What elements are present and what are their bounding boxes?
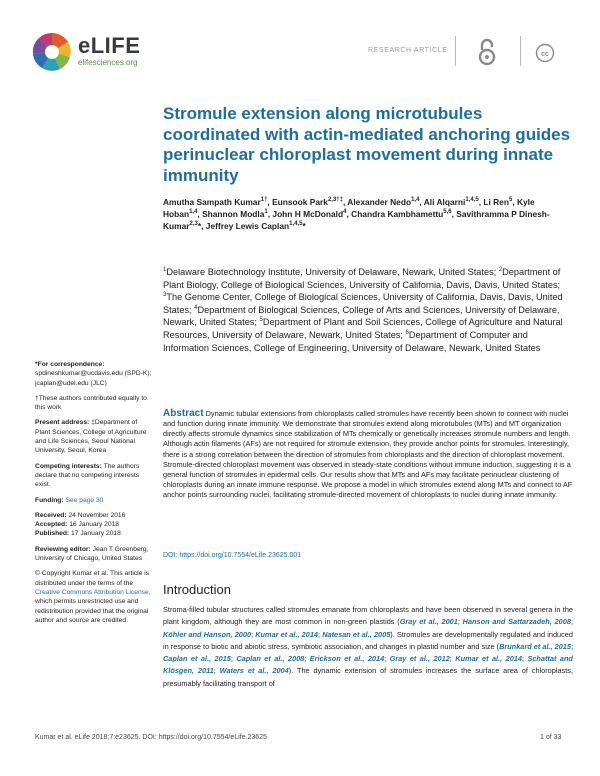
intro-text-segment: ;	[521, 654, 528, 664]
article-type: RESEARCH ARTICLE	[368, 47, 448, 54]
author-affiliation-marker: 2,3†‡	[327, 197, 343, 204]
author-name[interactable]: Savithramma P Dinesh-Kumar	[163, 209, 550, 231]
citation-link[interactable]: Caplan et al., 2008	[236, 654, 305, 664]
competing-interests-label: Competing interests:	[35, 462, 102, 470]
affiliation-number: 2	[498, 266, 503, 273]
author-name[interactable]: Shannon Modla	[202, 209, 265, 219]
author-separator: ,	[267, 209, 273, 219]
intro-text-segment: ;	[304, 654, 310, 664]
svg-text:cc: cc	[541, 51, 549, 58]
brand-url[interactable]: elifesciences.org	[78, 58, 138, 67]
author-separator: ,	[419, 197, 424, 207]
reviewing-editor-text: Jean T Greenberg, University of Chicago, United States	[35, 545, 149, 563]
reviewing-editor-label: Reviewing editor:	[35, 545, 91, 553]
author-affiliation-marker: 1,4,5	[289, 221, 303, 228]
author-separator: ,	[267, 197, 273, 207]
present-address-label: Present address:	[35, 419, 90, 427]
funding-block	[35, 496, 153, 505]
published-date: 17 January 2018	[69, 530, 121, 538]
header-divider	[455, 36, 456, 66]
author-name[interactable]: Amutha Sampath Kumar	[163, 197, 261, 207]
author-separator: ,	[478, 197, 484, 207]
received-date: 24 November 2016	[66, 511, 126, 519]
affiliation-number: 3	[163, 292, 167, 299]
correspondence-label: *For correspondence:	[35, 361, 105, 368]
author-name[interactable]: Kyle Hoban	[163, 197, 535, 219]
elife-logo-icon[interactable]	[30, 30, 74, 74]
abstract-text: Dynamic tubular extensions from chloroplasts called stromules have recently been shown to connect with nuclei and function during innate immunity. We demonstrate that stromules extend along microtubules (MTs) and MT organization directly affects stromule dynamics since stabilization of MTs chemically or genetically increases stromule numbers and length. Although actin filaments (AFs) are not required for stromule extension, they provide anchor points for stromules. Interestingly, there is a strong correlation between the direction of stromules from chloroplasts and the direction of chloroplast movement. Stromule-directed chloroplast movement was observed in steady-state conditions without immune induction, suggesting it is a general function of stromules in epidermal cells. Our results show that MTs and AFs may facilitate perinuclear clustering of chloroplasts during an innate immune response. We propose a model in which stromules extend along MTs and connect to AF anchor points surrounding nuclei, facilitating stromule-directed movement of chloroplasts to nuclei during innate immunity.	[163, 409, 573, 500]
citation-link[interactable]: Natesan et al., 2005	[322, 629, 391, 639]
article-info-sidebar	[35, 360, 153, 631]
open-access-icon[interactable]	[476, 38, 498, 71]
author-separator: *,	[197, 221, 206, 231]
intro-text-segment: ;	[570, 617, 573, 627]
introduction-heading: Introduction	[163, 582, 231, 597]
license-link[interactable]: Creative Commons Attribution License,	[35, 588, 151, 596]
citation-link[interactable]: Brunkard et al., 2015	[499, 641, 571, 651]
competing-interests-block	[35, 462, 153, 490]
reviewing-editor-block	[35, 545, 153, 564]
affiliation-text: Department of Plant Biology, College of Biological Sciences, University of California, Davis, Davis, United States;	[163, 267, 561, 290]
intro-text-segment: ;	[384, 654, 390, 664]
author-name[interactable]: John H McDonald	[272, 209, 344, 219]
author-list	[163, 196, 573, 232]
header-divider	[520, 36, 521, 66]
author-separator: ,	[346, 209, 352, 219]
author-affiliation-marker: 5,6	[443, 209, 452, 216]
author-separator: ,	[512, 197, 517, 207]
affiliation-number: 5	[259, 317, 263, 324]
affiliation-text: Department of Plant and Soil Sciences, College of Agriculture and Natural Resources, University of Delaware, Newark, United States;	[163, 317, 563, 340]
author-affiliation-marker: 1,4	[189, 209, 198, 216]
present-address-block	[35, 418, 153, 455]
article-title: Stromule extension along microtubules coordinated with actin-mediated anchoring guides perinuclear chloroplast movement during innate immunity	[163, 104, 571, 185]
funding-link[interactable]: See page 30	[63, 496, 104, 504]
citation-link[interactable]: Gray et al., 2001	[399, 617, 458, 627]
correspondence-block	[35, 360, 153, 388]
introduction-text	[163, 604, 573, 690]
affiliation-number: 1	[163, 266, 167, 273]
citation-link[interactable]: Köhler and Hanson, 2000	[163, 629, 252, 639]
author-separator: ,	[342, 197, 348, 207]
accepted-date: 16 January 2018	[67, 521, 120, 529]
author-affiliation-marker: 1,4	[411, 197, 420, 204]
affiliation-text: Department of Computer and Information Sciences, College of Engineering, University of Delaware, Newark, United States	[163, 329, 541, 353]
author-affiliation-marker: 2,3	[189, 221, 198, 228]
copyright-text-end: which permits unrestricted use and redistribution provided that the original author and source are credited.	[35, 598, 149, 624]
citation-link[interactable]: Kumar et al., 2014	[455, 654, 522, 664]
intro-text-segment: ;	[251, 629, 256, 639]
affiliation-text: Delaware Biotechnology Institute, University of Delaware, Newark, United States;	[166, 267, 499, 277]
citation-link[interactable]: Caplan et al., 2015	[163, 654, 231, 664]
intro-text-segment: ;	[318, 629, 323, 639]
equal-contribution-note: †These authors contributed equally to this work	[35, 394, 147, 412]
intro-text-segment: ;	[570, 641, 574, 651]
intro-text-segment: Stroma-filled tubular structures called stromules emanate from chloroplasts and have been observed in several genera in the plant kingdom, although they are most common in non-green plastids (	[163, 605, 573, 627]
footer-citation[interactable]: Kumar et al. eLife 2018;7:e23625. DOI: https://doi.org/10.7554/eLife.23625	[35, 734, 267, 741]
author-separator: ,	[451, 209, 457, 219]
affiliation-text: Department of Biological Sciences, College of Arts and Sciences, University of Delaware, Newark, United States;	[163, 304, 560, 328]
author-name[interactable]: Ali Alqarni	[423, 197, 466, 207]
author-name[interactable]: Li Ren	[483, 197, 509, 207]
copyright-text: © Copyright Kumar et al. This article is distributed under the terms of the	[35, 570, 150, 587]
citation-link[interactable]: Kumar et al., 2014	[255, 629, 319, 639]
affiliation-text: The Genome Center, College of Biological Sciences, University of California, Davis, Davis, United States;	[163, 292, 563, 315]
affiliation-number: 4	[194, 304, 198, 311]
author-name[interactable]: Chandra Kambhamettu	[351, 209, 444, 219]
abstract-label: Abstract	[163, 408, 204, 419]
intro-text-segment: ). Stromules are developmentally regulated and induced in response to biotic and abiotic stress, symbiotic association, and changes in plastid number and size (	[163, 629, 573, 651]
author-separator: *	[302, 221, 306, 231]
author-name[interactable]: Jeffrey Lewis Caplan	[205, 221, 290, 231]
author-affiliation-marker: 1†	[260, 197, 268, 204]
author-name[interactable]: Alexander Nedo	[347, 197, 412, 207]
author-affiliation-marker: 4	[343, 209, 347, 216]
accepted-label: Accepted:	[35, 521, 68, 529]
brand-name[interactable]: eLIFE	[78, 33, 141, 58]
dates-block	[35, 511, 153, 539]
citation-link[interactable]: Schattat and Klösgen, 2011	[163, 654, 573, 676]
competing-interests-text: The authors declare that no competing interests exist.	[35, 462, 140, 489]
published-label: Published:	[35, 530, 70, 538]
page-number: 1 of 33	[540, 734, 562, 741]
received-label: Received:	[35, 511, 67, 519]
copyright-block	[35, 569, 153, 625]
affiliations	[163, 266, 573, 354]
creative-commons-icon[interactable]	[535, 43, 555, 68]
author-separator: ,	[197, 209, 203, 219]
author-affiliation-marker: 1	[264, 209, 268, 216]
citation-link[interactable]: Hanson and Sattarzadeh, 2008	[462, 617, 571, 627]
intro-text-segment: ;	[457, 617, 463, 627]
abstract	[163, 409, 573, 500]
citation-link[interactable]: Waters et al., 2004	[219, 666, 289, 676]
abstract-doi-link[interactable]: DOI: https://doi.org/10.7554/eLife.23625.001	[163, 552, 302, 559]
intro-text-segment: ;	[230, 654, 237, 664]
correspondence-emails[interactable]: spdineshkumar@ucdavis.edu (SPD-K); jcaplan@udel.edu (JLC)	[35, 370, 152, 387]
author-affiliation-marker: 1,4,5	[465, 197, 479, 204]
intro-text-segment: ). The dynamic extension of stromules increases the surface area of chloroplasts, presumably facilitating transport of	[163, 666, 573, 688]
author-name[interactable]: Eunsook Park	[272, 197, 328, 207]
present-address-text: ‡Department of Plant Sciences, College of Agriculture and Life Sciences, Seoul National University, Seoul, Korea	[35, 419, 147, 455]
intro-text-segment: ;	[213, 666, 220, 676]
citation-link[interactable]: Erickson et al., 2014	[309, 654, 385, 664]
author-affiliation-marker: 5	[508, 197, 513, 204]
citation-link[interactable]: Gray et al., 2012	[389, 654, 450, 664]
funding-label: Funding:	[35, 496, 64, 504]
intro-text-segment: ;	[449, 654, 456, 664]
affiliation-number: 6	[405, 329, 409, 336]
